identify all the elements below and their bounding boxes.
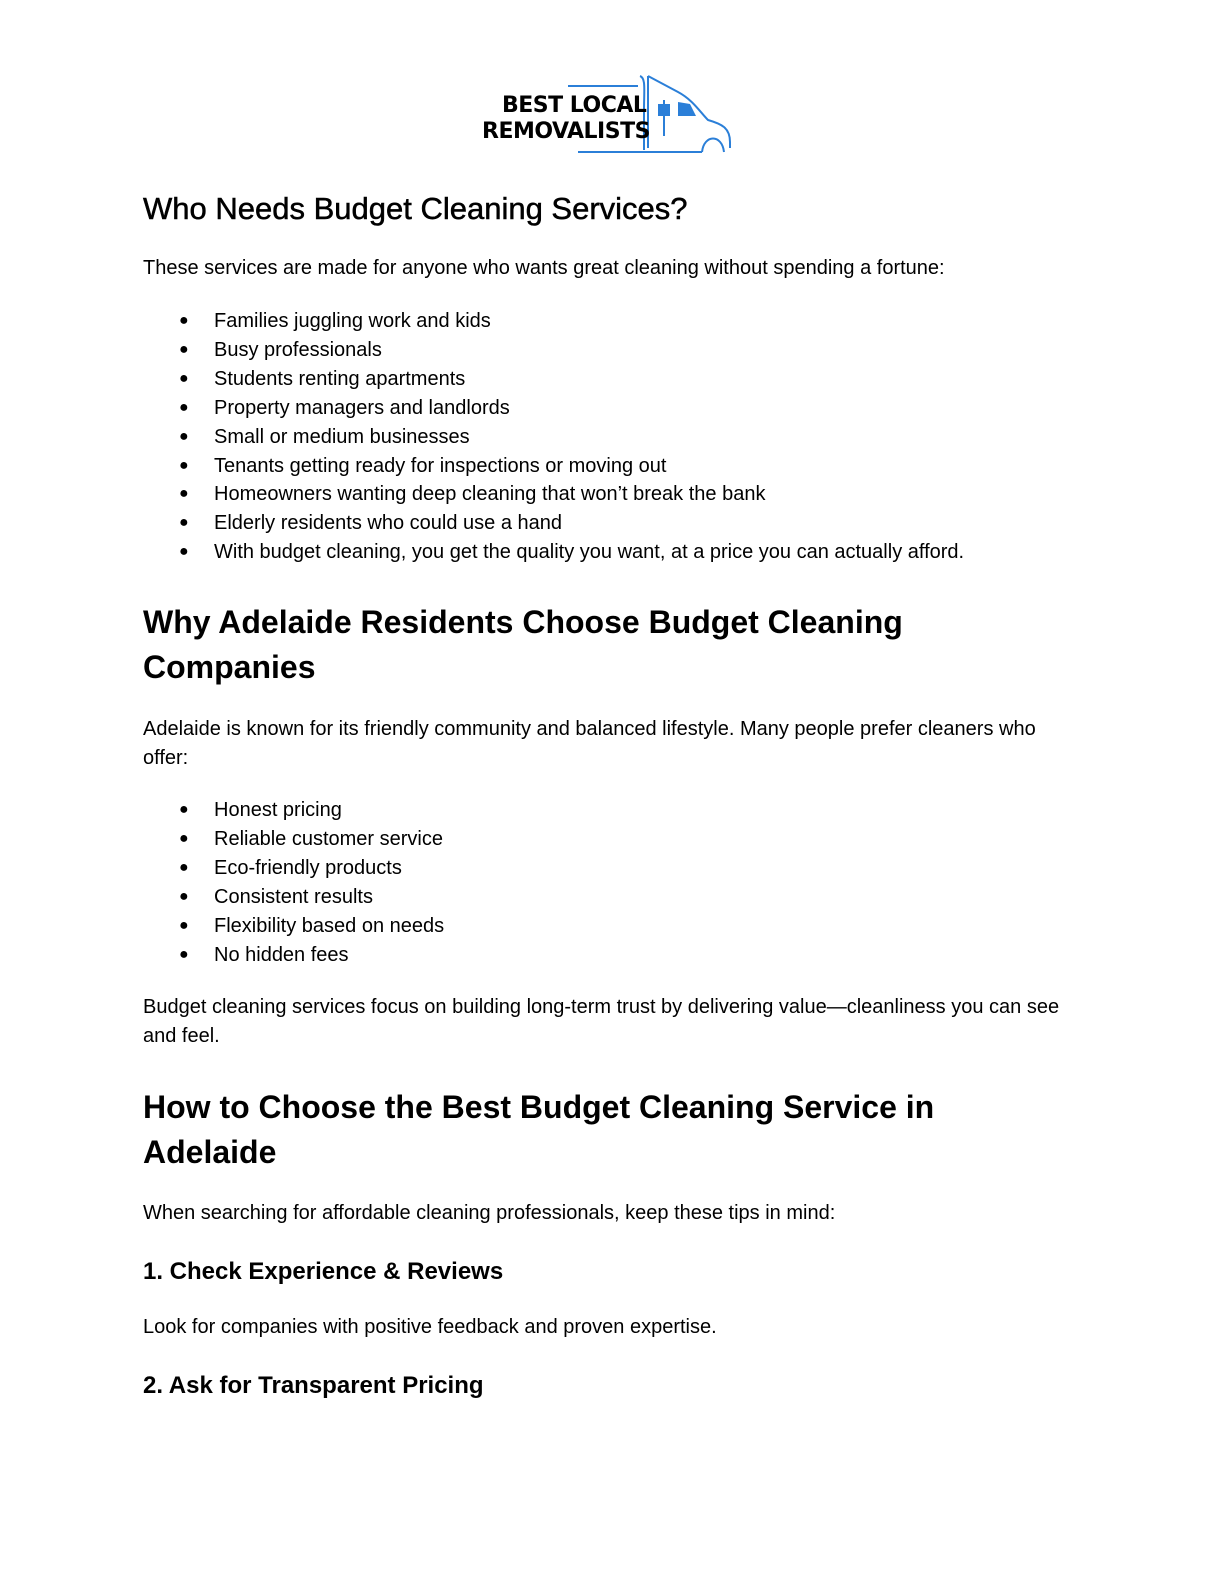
list-item: ● Students renting apartments bbox=[143, 365, 1143, 394]
list-item: ● Busy professionals bbox=[143, 336, 1143, 365]
list-item: ● No hidden fees bbox=[143, 941, 1143, 970]
benefits-list bbox=[143, 796, 1143, 969]
section2-outro: Budget cleaning services focus on building long-term trust by delivering value—cleanliness you can see and feel. bbox=[143, 996, 1060, 1047]
bullet-icon: ● bbox=[179, 887, 189, 905]
bullet-icon: ● bbox=[179, 456, 189, 474]
list-item: ● Property managers and landlords bbox=[143, 394, 1143, 423]
list-item: ● Small or medium businesses bbox=[143, 423, 1143, 452]
bullet-icon: ● bbox=[179, 369, 189, 387]
list-item: ● With budget cleaning, you get the quality you want, at a price you can actually afford. bbox=[143, 538, 1143, 567]
logo-line-1: BEST LOCAL bbox=[502, 93, 647, 118]
section-heading-who-needs: Who Needs Budget Cleaning Services? bbox=[143, 191, 688, 226]
list-item: ● Elderly residents who could use a hand bbox=[143, 509, 1143, 538]
bullet-icon: ● bbox=[179, 916, 189, 934]
section3-intro: When searching for affordable cleaning professionals, keep these tips in mind: bbox=[143, 1202, 836, 1224]
section-heading-why-adelaide: Why Adelaide Residents Choose Budget Cleaning Companies bbox=[143, 604, 903, 685]
who-needs-list bbox=[143, 307, 1143, 567]
tip1-text: Look for companies with positive feedback and proven expertise. bbox=[143, 1316, 717, 1338]
bullet-icon: ● bbox=[179, 543, 189, 561]
list-item: ● Flexibility based on needs bbox=[143, 912, 1143, 941]
section2-intro: Adelaide is known for its friendly community and balanced lifestyle. Many people prefer cleaners who offer: bbox=[143, 718, 1036, 769]
bullet-icon: ● bbox=[179, 945, 189, 963]
tip2-heading: 2. Ask for Transparent Pricing bbox=[143, 1372, 484, 1399]
bullet-icon: ● bbox=[179, 427, 189, 445]
list-item: ● Eco-friendly products bbox=[143, 854, 1143, 883]
tip1-heading: 1. Check Experience & Reviews bbox=[143, 1258, 504, 1285]
bullet-icon: ● bbox=[179, 312, 189, 329]
bullet-icon: ● bbox=[179, 514, 189, 532]
company-logo bbox=[478, 70, 738, 160]
bullet-icon: ● bbox=[179, 829, 189, 847]
list-item: ● Families juggling work and kids bbox=[143, 307, 1143, 336]
list-item: ● Honest pricing bbox=[143, 796, 1143, 825]
bullet-icon: ● bbox=[179, 485, 189, 503]
list-item: ● Tenants getting ready for inspections or moving out bbox=[143, 452, 1143, 481]
list-item: ● Homeowners wanting deep cleaning that won’t break the bank bbox=[143, 480, 1143, 509]
list-item: ● Reliable customer service bbox=[143, 825, 1143, 854]
bullet-icon: ● bbox=[179, 858, 189, 876]
bullet-icon: ● bbox=[179, 340, 189, 358]
list-item: ● Consistent results bbox=[143, 883, 1143, 912]
section-heading-how-to-choose: How to Choose the Best Budget Cleaning Service in Adelaide bbox=[143, 1089, 935, 1170]
logo-line-2: REMOVALISTS bbox=[482, 119, 650, 144]
bullet-icon: ● bbox=[179, 398, 189, 416]
bullet-icon: ● bbox=[179, 801, 189, 818]
section1-intro: These services are made for anyone who wants great cleaning without spending a fortune: bbox=[143, 257, 945, 279]
